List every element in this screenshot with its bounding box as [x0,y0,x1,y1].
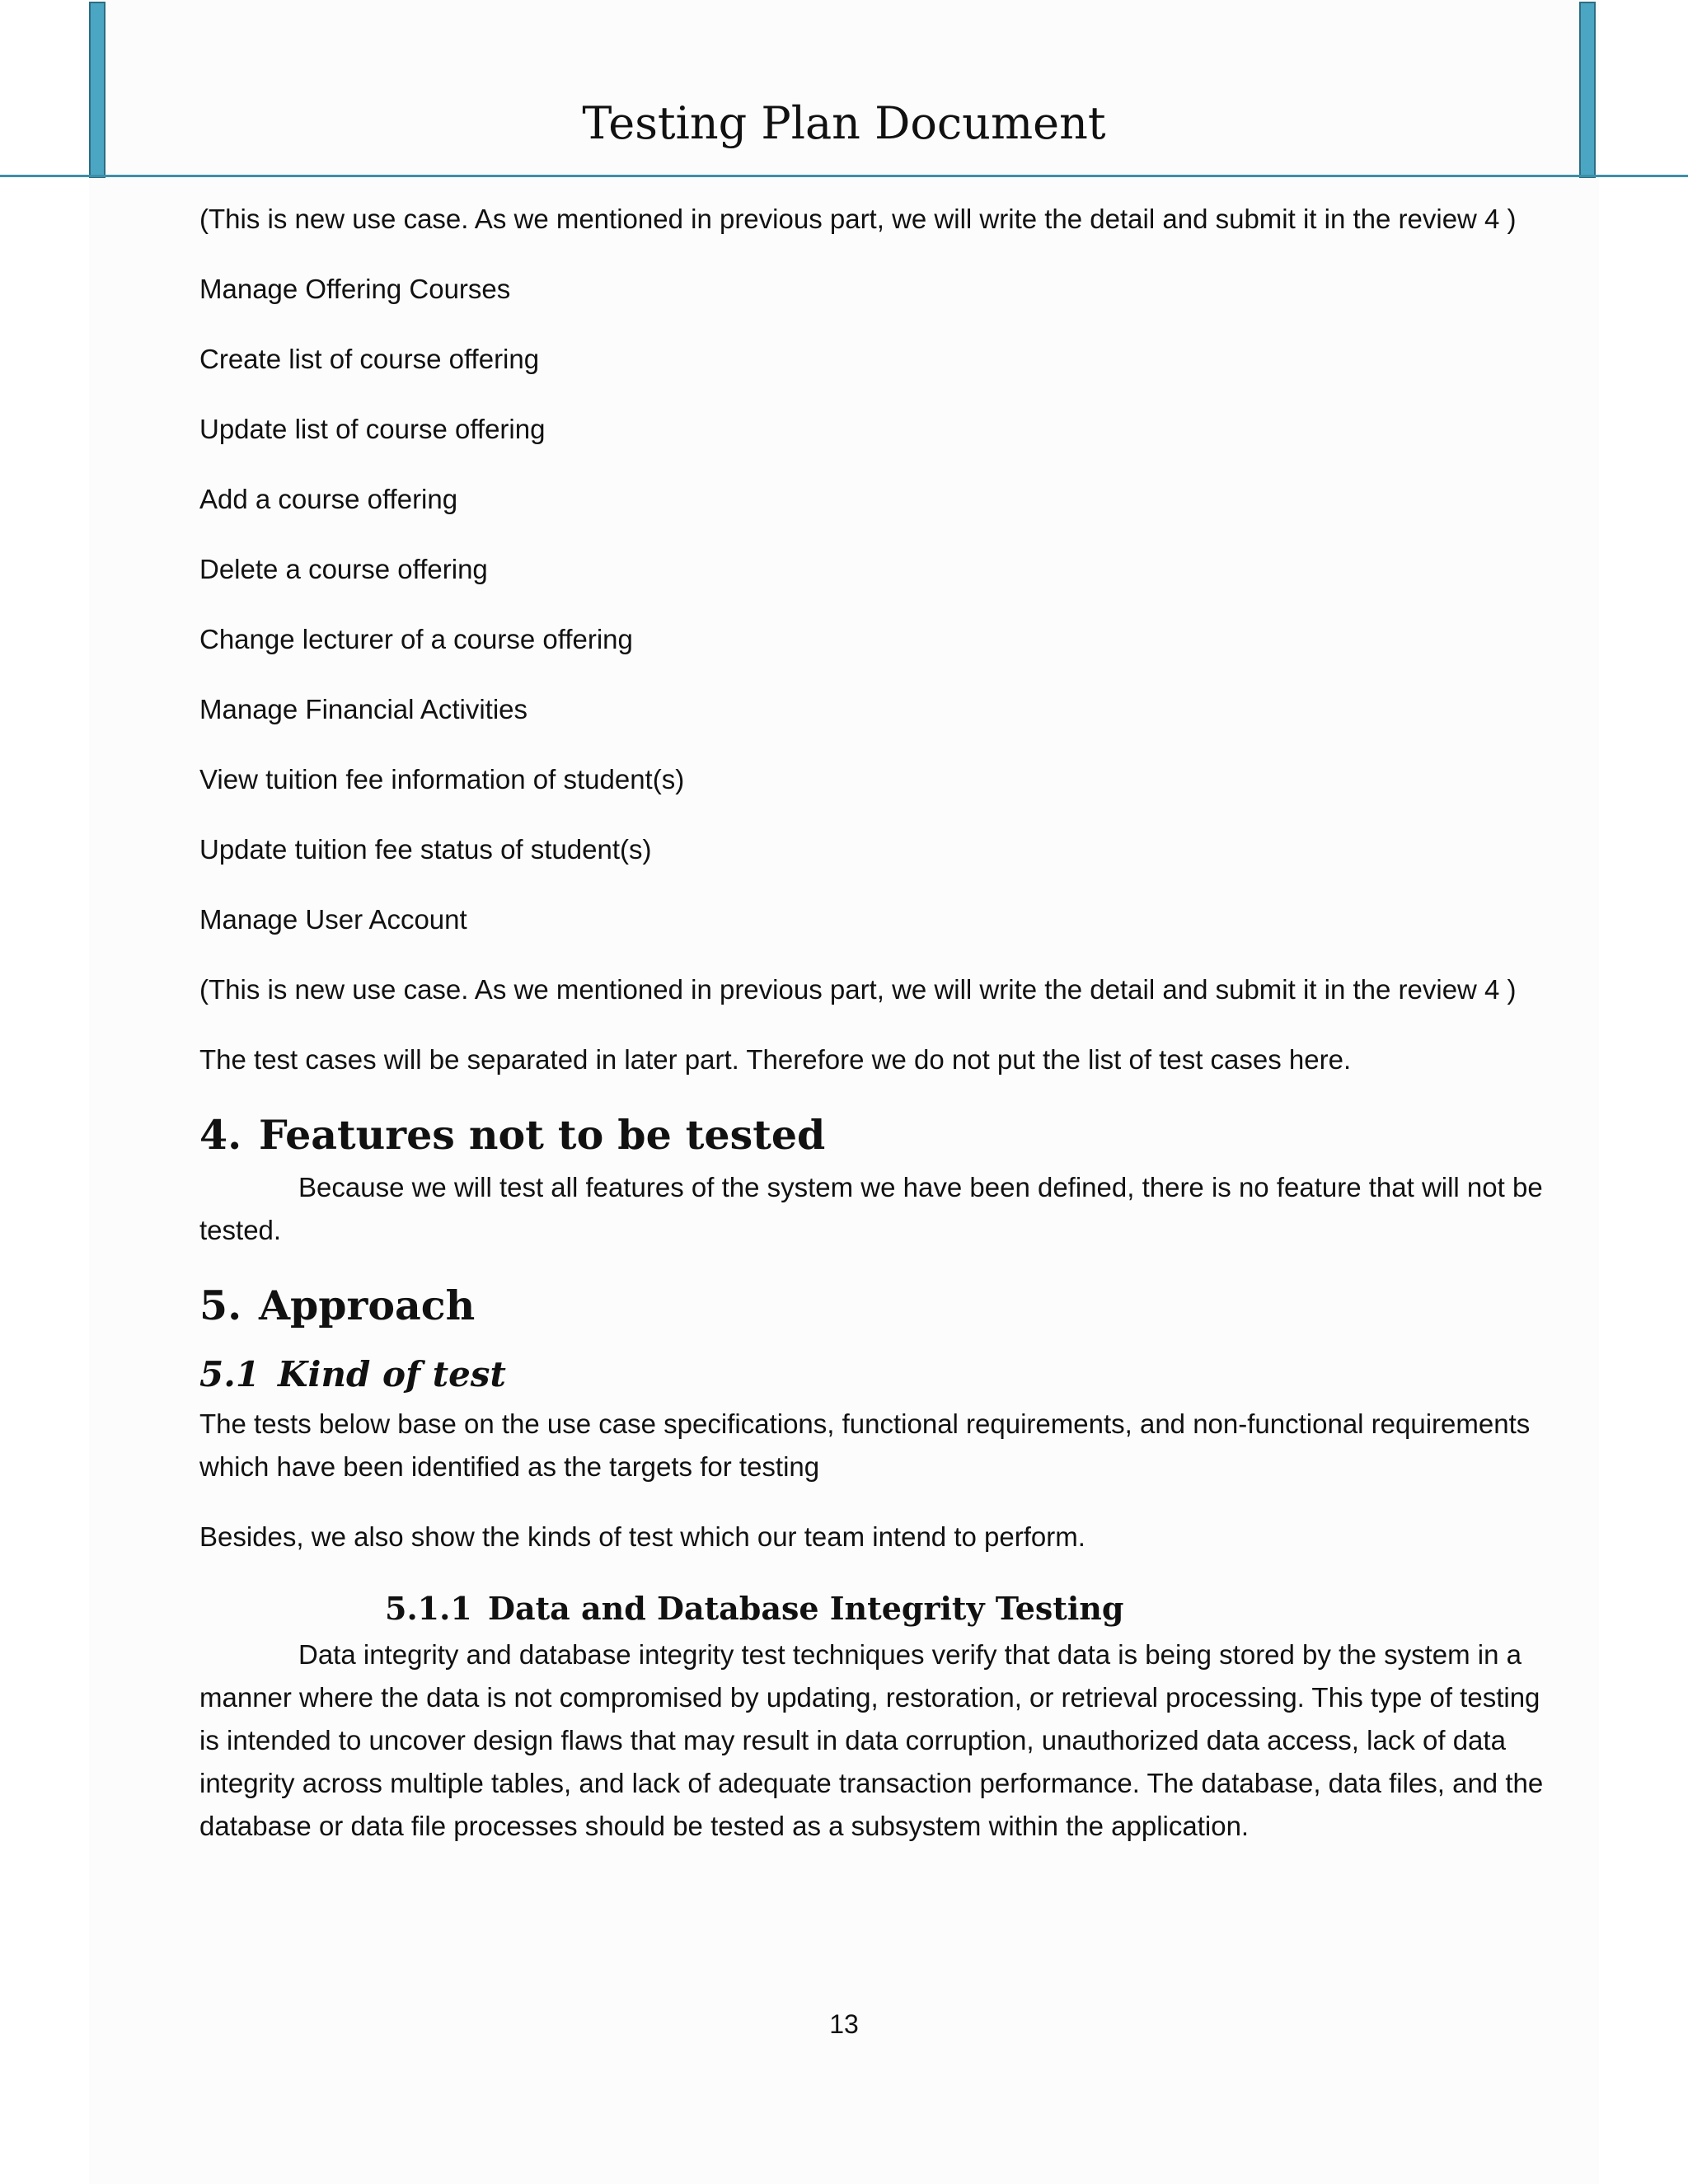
section-5-1-body-1: The tests below base on the use case specifications, functional requirements, and non-functional requirements which have been identified as the targets for testing [199,1408,1531,1482]
section-4-number: 4. [199,1111,242,1159]
section-5-number: 5. [199,1282,242,1329]
section-5-heading [199,1279,1551,1332]
paragraph-update-tuition: Update tuition fee status of student(s) [199,834,652,865]
section-5-title: Approach [259,1282,476,1329]
paragraph-add-offering: Add a course offering [199,484,458,514]
paragraph-delete-offering: Delete a course offering [199,554,488,584]
section-5-1-body-2: Besides, we also show the kinds of test which our team intend to perform. [199,1521,1085,1552]
paragraph-manage-offering-courses: Manage Offering Courses [199,274,511,304]
paragraph-view-tuition: View tuition fee information of student(s) [199,764,685,794]
section-5-1-1-body: Data integrity and database integrity test techniques verify that data is being stored by the system in a manner where the data is not compromised by updating, restoration, or retrieval processing. This type of testing is intended to uncover design flaws that may result in data corruption, unauthorized data access, lack of data integrity across multiple tables, and lack of adequate transaction performance. The database, data files, and the database or data file processes should be tested as a subsystem within the application. [199,1639,1544,1841]
section-5-1-1-number: 5.1.1 [385,1590,472,1627]
section-5-1-heading [199,1350,1551,1399]
page-number: 13 [829,2009,859,2039]
paragraph-change-lecturer: Change lecturer of a course offering [199,624,633,654]
page-content [199,198,1551,1875]
section-5-1-1-heading [385,1586,1551,1632]
paragraph-new-use-case-note: (This is new use case. As we mentioned in previous part, we will write the detail and submit it in the review 4 ) [199,204,1517,234]
header-left-accent-bar [89,2,106,178]
section-4-title: Features not to be tested [259,1111,826,1159]
section-5-1-title: Kind of test [278,1354,506,1394]
section-5-1-1-title: Data and Database Integrity Testing [488,1590,1124,1627]
paragraph-create-list: Create list of course offering [199,344,540,374]
paragraph-update-list: Update list of course offering [199,414,546,444]
paragraph-test-cases-note: The test cases will be separated in later part. Therefore we do not put the list of test cases here. [199,1044,1352,1075]
paragraph-new-use-case-note-2: (This is new use case. As we mentioned in previous part, we will write the detail and submit it in the review 4 ) [199,974,1517,1005]
document-header-title: Testing Plan Document [582,97,1106,149]
header-divider [0,175,1688,177]
section-4-heading [199,1108,1551,1161]
section-4-body: Because we will test all features of the system we have been defined, there is no feature that will not be tested. [199,1172,1543,1245]
paragraph-manage-user-account: Manage User Account [199,904,467,935]
section-5-1-number: 5.1 [199,1354,260,1394]
paragraph-manage-financial: Manage Financial Activities [199,694,528,724]
header-right-accent-bar [1579,2,1596,178]
